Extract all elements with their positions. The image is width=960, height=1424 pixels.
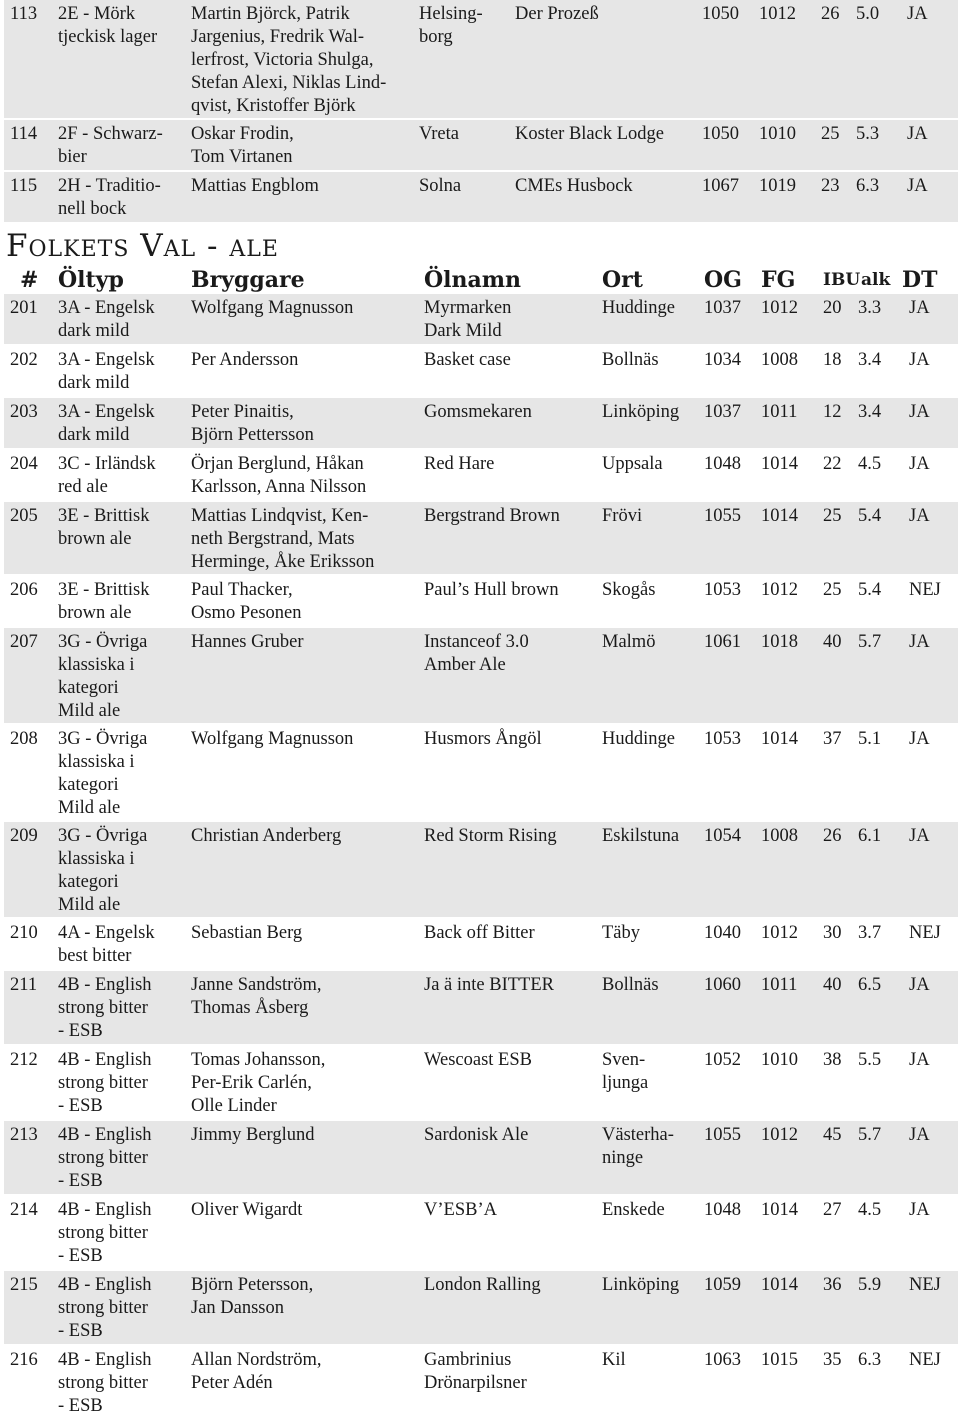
final-gravity: 1019: [759, 176, 796, 196]
previous-category-table: [4, 0, 958, 224]
beer-name: CMEs Husbock: [515, 176, 633, 196]
original-gravity: 1063: [704, 1350, 741, 1370]
beer-style: 4B - English strong bitter - ESB: [58, 1200, 152, 1266]
beer-style: 3E - Brittisk brown ale: [58, 580, 150, 623]
alcohol-percent: 6.3: [858, 1350, 882, 1370]
beer-name: Der Prozeß: [515, 4, 599, 24]
header-beer-name: Ölnamn: [424, 267, 522, 293]
brewer-names: Oliver Wigardt: [191, 1200, 303, 1220]
final-gravity: 1014: [761, 1200, 798, 1220]
final-gravity: 1014: [761, 1275, 798, 1295]
original-gravity: 1050: [702, 4, 739, 24]
final-gravity: 1014: [761, 506, 798, 526]
dt-flag: NEJ: [909, 1350, 941, 1370]
bitterness-ibu: 25: [823, 580, 842, 600]
folkets-val-table: [4, 294, 958, 1421]
brewery-location: Helsing- borg: [419, 4, 483, 47]
beer-name: V’ESB’A: [424, 1200, 497, 1220]
beer-style: 3A - Engelsk dark mild: [58, 402, 155, 445]
bitterness-ibu: 12: [823, 402, 842, 422]
brewery-location: Täby: [602, 923, 641, 943]
dt-flag: JA: [909, 826, 930, 846]
brewery-location: Bollnäs: [602, 975, 659, 995]
bitterness-ibu: 40: [823, 975, 842, 995]
brewer-names: Mattias Engblom: [191, 176, 319, 196]
brewer-names: Per Andersson: [191, 350, 299, 370]
brewery-location: Sven- ljunga: [602, 1050, 649, 1093]
alcohol-percent: 6.1: [858, 826, 882, 846]
brewery-location: Bollnäs: [602, 350, 659, 370]
entry-number: 114: [10, 124, 38, 144]
alcohol-percent: 5.7: [858, 632, 882, 652]
dt-flag: JA: [909, 1050, 930, 1070]
alcohol-percent: 6.5: [858, 975, 882, 995]
beer-style: 4A - Engelsk best bitter: [58, 923, 155, 966]
entry-number: 115: [10, 176, 38, 196]
brewery-location: Eskilstuna: [602, 826, 680, 846]
bitterness-ibu: 36: [823, 1275, 842, 1295]
header-location: Ort: [602, 267, 643, 293]
dt-flag: JA: [909, 1200, 930, 1220]
bitterness-ibu: 22: [823, 454, 842, 474]
beer-name: Sardonisk Ale: [424, 1125, 529, 1145]
brewer-names: Oskar Frodin, Tom Virtanen: [191, 124, 294, 167]
table-row: [4, 172, 958, 224]
brewer-names: Martin Björck, Patrik Jargenius, Fredrik Wal- lerfrost, Victoria Shulga, Stefan Alexi, Niklas Lind- qvist, Kristoffer Björk: [191, 4, 387, 116]
original-gravity: 1037: [704, 298, 741, 318]
beer-style: 4B - English strong bitter - ESB: [58, 975, 152, 1041]
bitterness-ibu: 37: [823, 729, 842, 749]
original-gravity: 1034: [704, 350, 741, 370]
brewery-location: Huddinge: [602, 298, 675, 318]
original-gravity: 1040: [704, 923, 741, 943]
alcohol-percent: 5.5: [858, 1050, 882, 1070]
beer-style: 3E - Brittisk brown ale: [58, 506, 150, 549]
final-gravity: 1014: [761, 454, 798, 474]
final-gravity: 1010: [761, 1050, 798, 1070]
dt-flag: JA: [909, 729, 930, 749]
beer-style: 4B - English strong bitter - ESB: [58, 1050, 152, 1116]
beer-name: Bergstrand Brown: [424, 506, 560, 526]
final-gravity: 1012: [759, 4, 796, 24]
alcohol-percent: 3.4: [858, 402, 882, 422]
entry-number: 208: [10, 729, 38, 749]
original-gravity: 1055: [704, 1125, 741, 1145]
brewery-location: Huddinge: [602, 729, 675, 749]
table-row: [4, 1346, 958, 1421]
header-og: OG: [704, 267, 742, 293]
beer-style: 3G - Övriga klassiska i kategori Mild ale: [58, 632, 148, 721]
alcohol-percent: 3.7: [858, 923, 882, 943]
dt-flag: NEJ: [909, 1275, 941, 1295]
dt-flag: JA: [907, 124, 928, 144]
dt-flag: JA: [909, 402, 930, 422]
beer-style: 4B - English strong bitter - ESB: [58, 1350, 152, 1416]
table-row: [4, 0, 958, 120]
table-row: [4, 294, 958, 346]
brewer-names: Mattias Lindqvist, Ken- neth Bergstrand, Mats Herminge, Åke Eriksson: [191, 506, 375, 572]
final-gravity: 1011: [761, 402, 798, 422]
header-number: #: [20, 267, 39, 293]
original-gravity: 1052: [704, 1050, 741, 1070]
beer-name: Instanceof 3.0 Amber Ale: [424, 632, 529, 675]
original-gravity: 1048: [704, 1200, 741, 1220]
original-gravity: 1061: [704, 632, 741, 652]
table-row: [4, 1121, 958, 1196]
beer-style: 3G - Övriga klassiska i kategori Mild ale: [58, 826, 148, 915]
bitterness-ibu: 23: [821, 176, 840, 196]
bitterness-ibu: 35: [823, 1350, 842, 1370]
table-row: [4, 346, 958, 398]
header-style: Öltyp: [58, 267, 124, 293]
bitterness-ibu: 26: [821, 4, 840, 24]
entry-number: 214: [10, 1200, 38, 1220]
beer-name: Husmors Ångöl: [424, 729, 542, 749]
bitterness-ibu: 38: [823, 1050, 842, 1070]
table-row: [4, 502, 958, 576]
brewery-location: Linköping: [602, 402, 680, 422]
brewery-location: Frövi: [602, 506, 643, 526]
entry-number: 211: [10, 975, 38, 995]
alcohol-percent: 5.4: [858, 580, 882, 600]
table-header: [4, 266, 958, 294]
brewer-names: Christian Anderberg: [191, 826, 342, 846]
entry-number: 204: [10, 454, 38, 474]
brewer-names: Paul Thacker, Osmo Pesonen: [191, 580, 302, 623]
original-gravity: 1053: [704, 580, 741, 600]
bitterness-ibu: 45: [823, 1125, 842, 1145]
brewery-location: Linköping: [602, 1275, 680, 1295]
final-gravity: 1014: [761, 729, 798, 749]
table-row: [4, 725, 958, 822]
alcohol-percent: 4.5: [858, 1200, 882, 1220]
table-row: [4, 822, 958, 919]
brewery-location: Västerha- ninge: [602, 1125, 674, 1168]
bitterness-ibu: 26: [823, 826, 842, 846]
brewer-names: Jimmy Berglund: [191, 1125, 315, 1145]
table-row: [4, 971, 958, 1046]
brewery-location: Skogås: [602, 580, 656, 600]
alcohol-percent: 5.3: [856, 124, 880, 144]
dt-flag: JA: [907, 176, 928, 196]
brewery-location: Malmö: [602, 632, 656, 652]
entry-number: 205: [10, 506, 38, 526]
alcohol-percent: 3.3: [858, 298, 882, 318]
beer-name: Gomsmekaren: [424, 402, 532, 422]
brewer-names: Wolfgang Magnusson: [191, 298, 354, 318]
dt-flag: NEJ: [909, 580, 941, 600]
original-gravity: 1053: [704, 729, 741, 749]
entry-number: 203: [10, 402, 38, 422]
beer-name: Basket case: [424, 350, 511, 370]
entry-number: 209: [10, 826, 38, 846]
table-row: [4, 450, 958, 502]
alcohol-percent: 5.4: [858, 506, 882, 526]
brewery-location: Uppsala: [602, 454, 663, 474]
bitterness-ibu: 18: [823, 350, 842, 370]
brewer-names: Sebastian Berg: [191, 923, 303, 943]
entry-number: 207: [10, 632, 38, 652]
brewery-location: Kil: [602, 1350, 626, 1370]
beer-name: Gambrinius Drönarpilsner: [424, 1350, 527, 1393]
header-brewer: Bryggare: [191, 267, 305, 293]
entry-number: 216: [10, 1350, 38, 1370]
bitterness-ibu: 27: [823, 1200, 842, 1220]
final-gravity: 1011: [761, 975, 798, 995]
brewery-location: Enskede: [602, 1200, 665, 1220]
beer-name: Koster Black Lodge: [515, 124, 664, 144]
alcohol-percent: 5.9: [858, 1275, 882, 1295]
beer-style: 4B - English strong bitter - ESB: [58, 1125, 152, 1191]
table-row: [4, 398, 958, 450]
original-gravity: 1059: [704, 1275, 741, 1295]
table-row: [4, 576, 958, 628]
beer-style: 4B - English strong bitter - ESB: [58, 1275, 152, 1341]
dt-flag: JA: [909, 298, 930, 318]
table-row: [4, 919, 958, 971]
final-gravity: 1008: [761, 826, 798, 846]
header-alk: alk: [861, 270, 891, 290]
final-gravity: 1012: [761, 298, 798, 318]
original-gravity: 1055: [704, 506, 741, 526]
entry-number: 210: [10, 923, 38, 943]
brewer-names: Örjan Berglund, Håkan Karlsson, Anna Nilsson: [191, 454, 367, 497]
brewer-names: Björn Petersson, Jan Dansson: [191, 1275, 314, 1318]
entry-number: 206: [10, 580, 38, 600]
original-gravity: 1037: [704, 402, 741, 422]
final-gravity: 1012: [761, 580, 798, 600]
dt-flag: JA: [909, 632, 930, 652]
beer-name: Red Storm Rising: [424, 826, 557, 846]
dt-flag: JA: [909, 1125, 930, 1145]
alcohol-percent: 5.1: [858, 729, 882, 749]
bitterness-ibu: 25: [823, 506, 842, 526]
final-gravity: 1010: [759, 124, 796, 144]
beer-name: Wescoast ESB: [424, 1050, 532, 1070]
bitterness-ibu: 40: [823, 632, 842, 652]
brewery-location: Solna: [419, 176, 462, 196]
brewer-names: Wolfgang Magnusson: [191, 729, 354, 749]
final-gravity: 1012: [761, 1125, 798, 1145]
section-title: Folkets Val - ale: [4, 226, 960, 266]
alcohol-percent: 5.0: [856, 4, 880, 24]
beer-name: Red Hare: [424, 454, 495, 474]
beer-name: Back off Bitter: [424, 923, 535, 943]
dt-flag: JA: [909, 975, 930, 995]
alcohol-percent: 3.4: [858, 350, 882, 370]
brewer-names: Janne Sandström, Thomas Åsberg: [191, 975, 322, 1018]
beer-style: 3A - Engelsk dark mild: [58, 350, 155, 393]
table-row: [4, 1196, 958, 1271]
beer-style: 3A - Engelsk dark mild: [58, 298, 155, 341]
final-gravity: 1008: [761, 350, 798, 370]
dt-flag: JA: [907, 4, 928, 24]
entry-number: 201: [10, 298, 38, 318]
header-fg: FG: [761, 267, 796, 293]
final-gravity: 1015: [761, 1350, 798, 1370]
dt-flag: JA: [909, 454, 930, 474]
table-row: [4, 1271, 958, 1346]
original-gravity: 1060: [704, 975, 741, 995]
entry-number: 202: [10, 350, 38, 370]
brewer-names: Allan Nordström, Peter Adén: [191, 1350, 322, 1393]
beer-style: 2F - Schwarz- bier: [58, 124, 163, 167]
final-gravity: 1012: [761, 923, 798, 943]
brewer-names: Hannes Gruber: [191, 632, 304, 652]
header-ibu: IBU: [823, 270, 861, 290]
brewer-names: Tomas Johansson, Per-Erik Carlén, Olle Linder: [191, 1050, 326, 1116]
entry-number: 113: [10, 4, 38, 24]
dt-flag: JA: [909, 350, 930, 370]
alcohol-percent: 6.3: [856, 176, 880, 196]
alcohol-percent: 4.5: [858, 454, 882, 474]
beer-name: Ja ä inte BITTER: [424, 975, 554, 995]
beer-style: 3G - Övriga klassiska i kategori Mild ale: [58, 729, 148, 818]
bitterness-ibu: 30: [823, 923, 842, 943]
beer-name: London Ralling: [424, 1275, 541, 1295]
dt-flag: NEJ: [909, 923, 941, 943]
header-dt: DT: [902, 267, 938, 293]
beer-style: 2H - Traditio- nell bock: [58, 176, 161, 219]
table-row: [4, 1046, 958, 1121]
alcohol-percent: 5.7: [858, 1125, 882, 1145]
final-gravity: 1018: [761, 632, 798, 652]
original-gravity: 1048: [704, 454, 741, 474]
beer-style: 2E - Mörk tjeckisk lager: [58, 4, 158, 47]
bitterness-ibu: 20: [823, 298, 842, 318]
dt-flag: JA: [909, 506, 930, 526]
beer-name: Paul’s Hull brown: [424, 580, 559, 600]
original-gravity: 1054: [704, 826, 741, 846]
brewery-location: Vreta: [419, 124, 459, 144]
bitterness-ibu: 25: [821, 124, 840, 144]
entry-number: 212: [10, 1050, 38, 1070]
beer-name: Myrmarken Dark Mild: [424, 298, 512, 341]
brewer-names: Peter Pinaitis, Björn Pettersson: [191, 402, 314, 445]
entry-number: 213: [10, 1125, 38, 1145]
entry-number: 215: [10, 1275, 38, 1295]
original-gravity: 1067: [702, 176, 739, 196]
table-row: [4, 628, 958, 725]
table-row: [4, 120, 958, 172]
beer-style: 3C - Irländsk red ale: [58, 454, 156, 497]
original-gravity: 1050: [702, 124, 739, 144]
